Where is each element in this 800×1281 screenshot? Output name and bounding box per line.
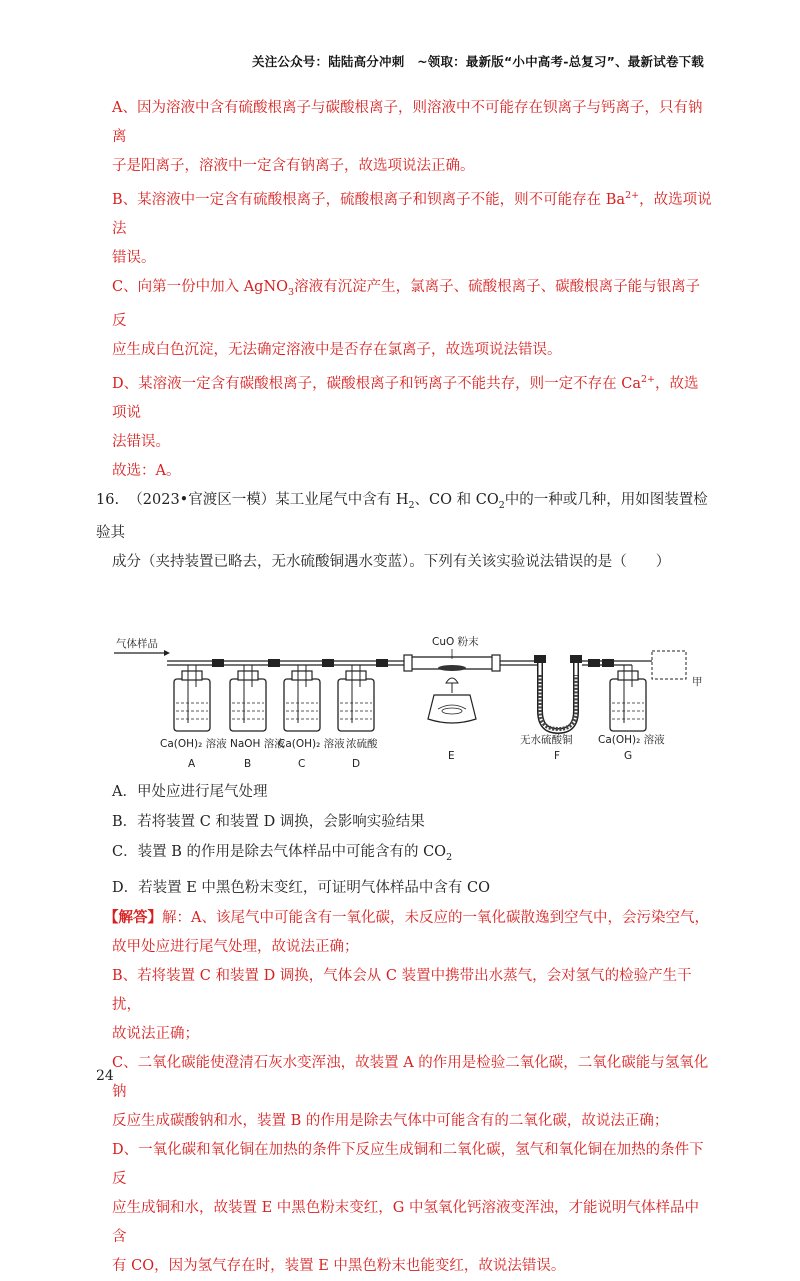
- answer-a-line2: 子是阳离子，溶液中一定含有钠离子，故选项说法正确。: [112, 158, 475, 174]
- answer-c-line1: C、向第一份中加入 AgNO$_3$溶液有沉淀产生，氯离子、硫酸根离子、碳酸根离子能与银离子反: [112, 278, 701, 329]
- solution-b-line1: B、若将装置 C 和装置 D 调换，气体会从 C 装置中携带出水蒸气，会对氢气的检验产生干扰，: [112, 968, 692, 1014]
- reagent-f: 无水硫酸铜: [520, 734, 573, 747]
- option-c: C．装置 B 的作用是除去气体样品中可能含有的 $CO_2$: [112, 844, 453, 864]
- answer-d-line2: 法错误。: [112, 433, 170, 450]
- answer-b-line1: B、某溶液中一定含有硫酸根离子，硫酸根离子和钡离子不能，则不可能存在 $Ba^{2+}$，故选项说法: [112, 190, 712, 237]
- solution-a-line1: 【解答】解：A、该尾气中可能含有一氧化碳，未反应的一氧化碳散逸到空气中，会污染空气，: [104, 909, 709, 927]
- solution-d-line3: 有 CO，因为氢气存在时，装置 E 中黑色粉末也能变红，故说法错误。: [112, 1258, 566, 1275]
- inlet-arrow-icon: [164, 650, 170, 656]
- bottle-b: [230, 665, 266, 731]
- answer-choice: 故选：A。: [112, 462, 181, 479]
- letter-b: B: [244, 758, 252, 771]
- u-tube-f: [534, 655, 582, 731]
- letter-c: C: [298, 758, 306, 771]
- letter-d: D: [352, 758, 361, 771]
- answer-c-line2: 应生成白色沉淀，无法确定溶液中是否存在氯离子，故选项说法错误。: [112, 341, 562, 358]
- page-number: 24: [96, 1068, 114, 1084]
- option-a: A．甲处应进行尾气处理: [112, 784, 268, 801]
- reagent-g: Ca(OH)₂ 溶液: [598, 734, 665, 747]
- solution-b-line2: 故说法正确；: [112, 1026, 199, 1043]
- apparatus-svg: [112, 631, 712, 771]
- question-line1: 16. （2023•官渡区一模）某工业尾气中含有 $H_2$、CO 和 $CO_2$中的一种或几种，用如图装置检验其: [96, 491, 708, 542]
- question-line2: 成分（夹持装置已略去，无水硫酸铜遇水变蓝）。下列有关该实验说法错误的是（ ）: [112, 554, 671, 571]
- tail-gas-box: [652, 651, 686, 679]
- bottle-d: [338, 665, 374, 731]
- letter-g: G: [624, 750, 633, 763]
- answer-d-line1: D、某溶液一定含有碳酸根离子，碳酸根离子和钙离子不能共存，则一定不存在 $Ca^{2+}$，故选项说: [112, 373, 699, 421]
- reagent-c: Ca(OH)₂ 溶液: [278, 738, 345, 751]
- reagent-a: Ca(OH)₂ 溶液: [160, 738, 227, 751]
- options: [112, 777, 712, 903]
- bottle-g: [610, 661, 652, 731]
- reagent-b: NaOH 溶液: [230, 738, 285, 751]
- apparatus-diagram: [112, 631, 712, 771]
- solution-c-line1: C、二氧化碳能使澄清石灰水变浑浊，故装置 A 的作用是检验二氧化碳，二氧化碳能与氢氧化钠: [112, 1055, 709, 1101]
- cuo-label: CuO 粉末: [432, 636, 479, 649]
- answer-a-line1: A、因为溶液中含有硫酸根离子与碳酸根离子，则溶液中不可能存在钡离子与钙离子，只有钠离: [112, 100, 703, 145]
- solution-d-line1: D、一氧化碳和氧化铜在加热的条件下反应生成铜和二氧化碳，氢气和氧化铜在加热的条件下反: [112, 1142, 704, 1188]
- reagent-d: 浓硫酸: [346, 738, 378, 751]
- solution-tag: 【解答】: [104, 909, 162, 927]
- letter-e: E: [448, 750, 455, 763]
- bottle-a: [174, 665, 210, 731]
- option-b: B．若将装置 C 和装置 D 调换，会影响实验结果: [112, 814, 425, 831]
- option-d: D．若装置 E 中黑色粉末变红，可证明气体样品中含有 CO: [112, 880, 491, 897]
- jia-label: 甲: [692, 676, 703, 689]
- question-number: 16.: [96, 491, 120, 508]
- letter-f: F: [554, 750, 561, 763]
- answer-b-line2: 错误。: [112, 249, 156, 266]
- solution-a-line2: 故甲处应进行尾气处理，故说法正确；: [112, 939, 359, 956]
- heated-tube-e: [404, 655, 500, 723]
- letter-a: A: [188, 758, 196, 771]
- gas-sample-label: 气体样品: [116, 638, 158, 651]
- page-header: 关注公众号：陆陆高分冲刺 ~领取：最新版“小中高考-总复习”、最新试卷下载: [252, 54, 704, 69]
- bottle-c: [284, 665, 320, 731]
- solution-d-line2: 应生成铜和水，故装置 E 中黑色粉末变红，G 中氢氧化钙溶液变浑浊，才能说明气体样品中含: [112, 1200, 699, 1246]
- solution-c-line2: 反应生成碳酸钠和水，装置 B 的作用是除去气体中可能含有的二氧化碳，故说法正确；: [112, 1113, 669, 1130]
